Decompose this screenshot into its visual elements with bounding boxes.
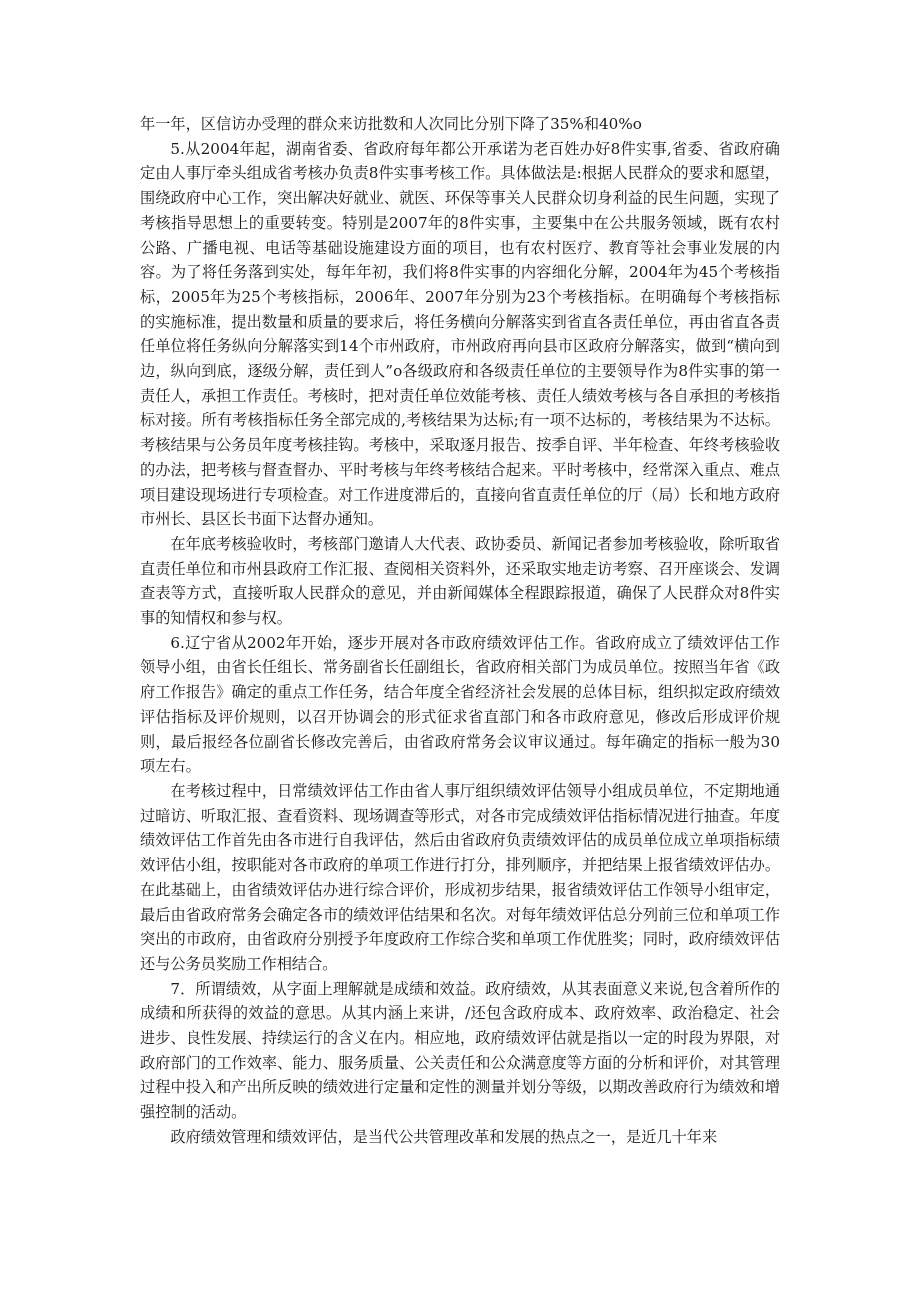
paragraph-3: 在年底考核验收时，考核部门邀请人大代表、政协委员、新闻记者参加考核验收，除听取省直责任单位和市州县政府工作汇报、查阅相关资料外，还采取实地走访考察、召开座谈会、发调查表等方式，直接听取人民群众的意见，并由新闻媒体全程跟踪报道，确保了人民群众对8件实事的知情权和参与权。 bbox=[140, 534, 780, 628]
paragraph-5: 在考核过程中，日常绩效评估工作由省人事厅组织绩效评估领导小组成员单位，不定期地通过暗访、听取汇报、查看资料、现场调查等形式，对各市完成绩效评估指标情况进行抽查。年度绩效评估工作首先由各市进行自我评估，然后由省政府负责绩效评估的成员单位成立单项指标绩效评估小组，按职能对各市政府的单项工作进行打分，排列顺序，并把结果上报省绩效评估办。在此基础上，由省绩效评估办进行综合评价，形成初步结果，报省绩效评估工作领导小组审定，最后由省政府常务会确定各市的绩效评估结果和名次。对每年绩效评估总分列前三位和单项工作突出的市政府，由省政府分别授予年度政府工作综合奖和单项工作优胜奖；同时，政府绩效评估还与公务员奖励工作相结合。 bbox=[140, 781, 780, 973]
paragraph-7: 政府绩效管理和绩效评估，是当代公共管理改革和发展的热点之一，是近几十年来 bbox=[170, 1127, 718, 1146]
paragraph-1: 年一年，区信访办受理的群众来访批数和人次同比分别下降了35%和40%o bbox=[140, 115, 642, 133]
document-page bbox=[140, 112, 780, 1150]
paragraph-4: 6.辽宁省从2002年开始，逐步开展对各市政府绩效评估工作。省政府成立了绩效评估工作领导小组，由省长任组长、常务副省长任副组长，省政府相关部门为成员单位。按照当年省《政府工作报告》确定的重点工作任务，结合年度全省经济社会发展的总体目标，组织拟定政府绩效评估指标及评价规则，以召开协调会的形式征求省直部门和各市政府意见，修改后形成评价规则，最后报经各位副省长修改完善后，由省政府常务会议审议通过。每年确定的指标一般为30项左右。 bbox=[140, 633, 780, 776]
paragraph-2: 5.从2004年起，湖南省委、省政府每年都公开承诺为老百姓办好8件实事,省委、省政府确定由人事厅牵头组成省考核办负责8件实事考核工作。具体做法是:根据人民群众的要求和愿望，围绕政府中心工作，突出解决好就业、就医、环保等事关人民群众切身利益的民生问题，实现了考核指导思想上的重要转变。特别是2007年的8件实事，主要集中在公共服务领域，既有农村公路、广播电视、电话等基础设施建设方面的项目，也有农村医疗、教育等社会事业发展的内容。为了将任务落到实处，每年年初，我们将8件实事的内容细化分解，2004年为45个考核指标，2005年为25个考核指标，2006年、2007年分别为23个考核指标。在明确每个考核指标的实施标准，提出数量和质量的要求后，将任务横向分解落实到省直各责任单位，再由省直各责任单位将任务纵向分解落实到14个市州政府，市州政府再向县市区政府分解落实，做到“横向到边，纵向到底，逐级分解，责任到人”o各级政府和各级责任单位的主要领导作为8件实事的第一责任人，承担工作责任。考核时，把对责任单位效能考核、责任人绩效考核与各自承担的考核指标对接。所有考核指标任务全部完成的,考核结果为达标;有一项不达标的，考核结果为不达标。考核结果与公务员年度考核挂钩。考核中，采取逐月报告、按季自评、半年检查、年终考核验收的办法，把考核与督查督办、平时考核与年终考核结合起来。平时考核中，经常深入重点、难点项目建设现场进行专项检查。对工作进度滞后的，直接向省直责任单位的厅（局）长和地方政府市州长、县区长书面下达督办通知。 bbox=[140, 139, 780, 529]
paragraph-6: 7．所谓绩效，从字面上理解就是成绩和效益。政府绩效，从其表面意义来说,包含着所作的成绩和所获得的效益的意思。从其内涵上来讲，/还包含政府成本、政府效率、政治稳定、社会进步、良性发展、持续运行的含义在内。相应地，政府绩效评估就是指以一定的时段为界限，对政府部门的工作效率、能力、服务质量、公关责任和公众满意度等方面的分析和评价，对其管理过程中投入和产出所反映的绩效进行定量和定性的测量并划分等级，以期改善政府行为绩效和增强控制的活动。 bbox=[140, 979, 780, 1122]
